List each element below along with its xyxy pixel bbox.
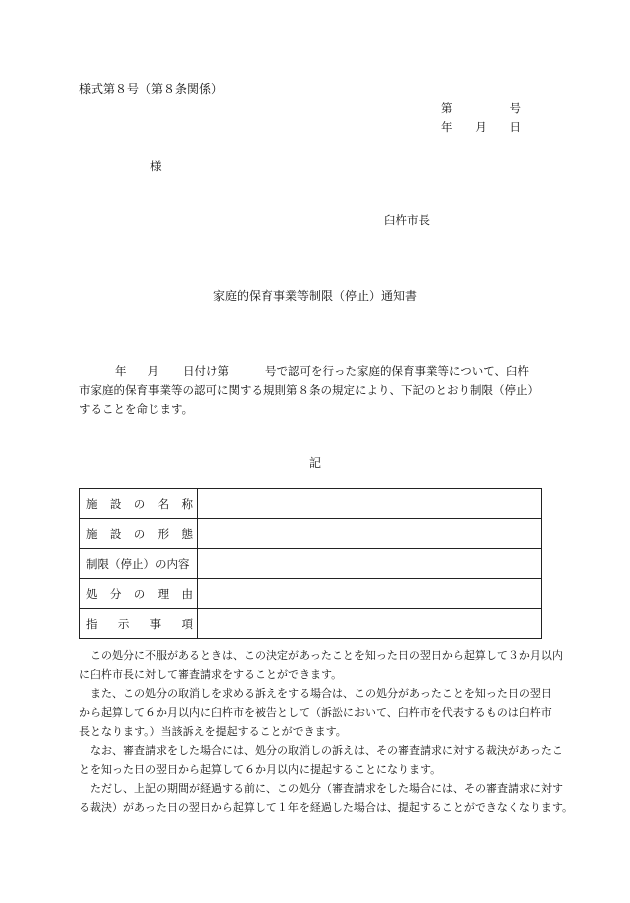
table-row [80, 579, 542, 609]
table-row [80, 549, 542, 579]
issue-number [441, 100, 521, 116]
table-row-value[interactable] [198, 609, 542, 639]
notice-body-line-3: することを命じます。 [79, 402, 194, 416]
table-row-value[interactable] [198, 549, 542, 579]
table-row-label: 指 示 事 項 [80, 609, 198, 639]
form-number: 様式第８号（第８条関係） [79, 82, 224, 96]
table-row-value[interactable] [198, 579, 542, 609]
table-row [80, 609, 542, 639]
appeal-note-2: また、この処分の取消しを求める訴えをする場合は、この処分があったことを知った日の翌日 から起算して６か月以内に臼杵市を被告として（訴訟において、臼杵市を代表するものは臼杵市 長となります。）当該訴えを提起することができます。 [79, 687, 552, 738]
table-row [80, 489, 542, 519]
issue-date-month: 月 [475, 120, 487, 134]
table-row-value[interactable] [198, 489, 542, 519]
issue-date [441, 119, 521, 135]
appeal-note-1: この処分に不服があるときは、この決定があったことを知った日の翌日から起算して３か月以内 に臼杵市長に対して審査請求をすることができます。 [79, 649, 563, 681]
table-row-value[interactable] [198, 519, 542, 549]
issue-date-year: 年 [441, 120, 453, 134]
details-table [79, 488, 542, 639]
appeal-note-4: ただし、上記の期間が経過する前に、この処分（審査請求をした場合には、その審査請求に対す る裁決）があった日の翌日から起算して１年を経過した場合は、提起することができなくなります。 [79, 782, 574, 814]
issue-number-suffix: 号 [509, 101, 521, 115]
table-row-label: 処 分 の 理 由 [80, 579, 198, 609]
notice-body [79, 362, 541, 419]
issue-number-prefix: 第 [441, 101, 453, 115]
table-row-label: 施 設 の 形 態 [80, 519, 198, 549]
document-title: 家庭的保育事業等制限（停止）通知書 [212, 289, 417, 303]
recipient-honorific: 様 [150, 159, 162, 173]
notice-body-line-2: 市家庭的保育事業等の認可に関する規則第８条の規定により、下記のとおり制限（停止） [79, 383, 539, 397]
ki-heading: 記 [308, 456, 321, 470]
sender-title: 臼杵市長 [384, 213, 430, 227]
notice-body-line-1 [79, 362, 541, 381]
issue-date-day: 日 [509, 120, 521, 134]
table-row-label: 施 設 の 名 称 [80, 489, 198, 519]
appeal-notes [79, 646, 574, 817]
table-row [80, 519, 542, 549]
notice-body-date-ref: 年 月 日付け第 号で認可を行った家庭的保育事業等について、臼杵 [115, 364, 530, 378]
table-row-label: 制限（停止）の内容 [80, 549, 198, 579]
appeal-note-3: なお、審査請求をした場合には、処分の取消しの訴えは、その審査請求に対する裁決があったこ とを知った日の翌日から起算して６か月以内に提起することになります。 [79, 744, 563, 776]
